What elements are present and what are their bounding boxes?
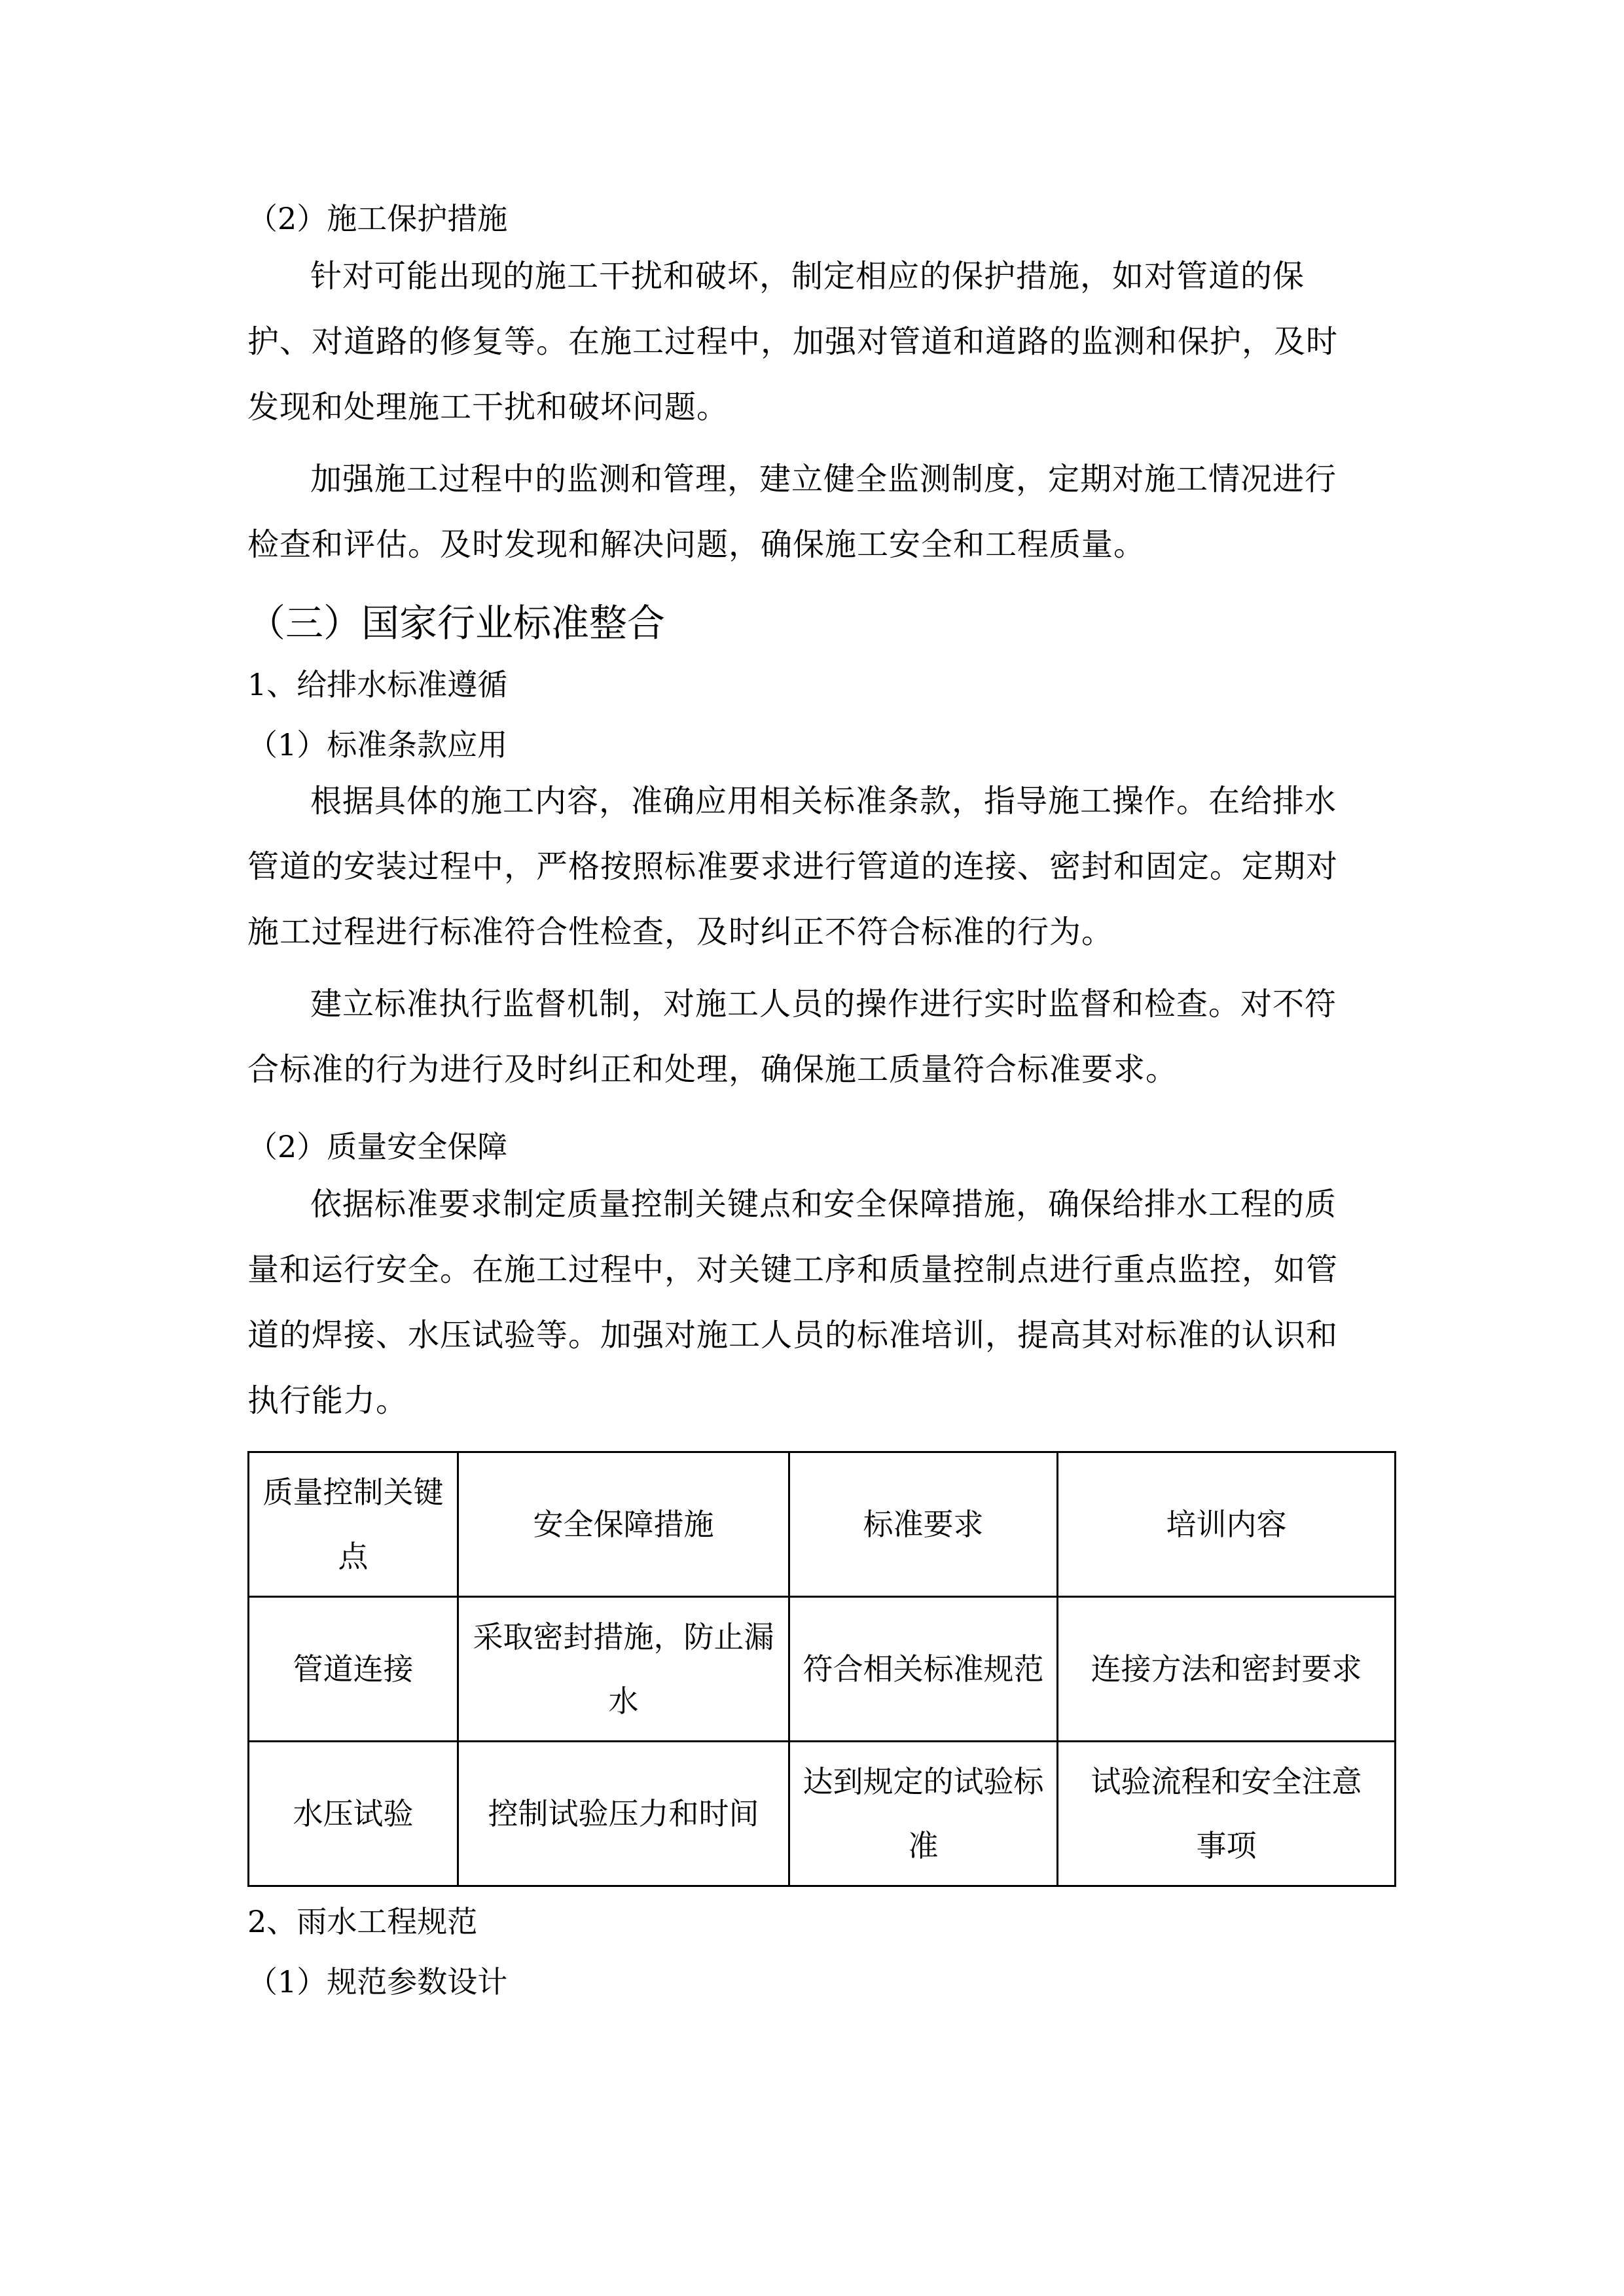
- cell-text: 标准要求: [863, 1507, 984, 1542]
- cell-text: 试验流程和安全注意: [1091, 1764, 1362, 1799]
- paragraph-line: 量和运行安全。在施工过程中，对关键工序和质量控制点进行重点监控，如管: [247, 1251, 1339, 1288]
- item-heading-quality-safety: （2）质量安全保障: [247, 1129, 508, 1164]
- paragraph-monitoring-management: [247, 446, 1394, 577]
- cell-text: 管道连接: [293, 1651, 414, 1687]
- cell-text: 安全保障措施: [533, 1507, 714, 1542]
- paragraph-line: 管道的安装过程中，严格按照标准要求进行管道的连接、密封和固定。定期对: [247, 848, 1339, 885]
- table-row: [249, 1742, 1396, 1886]
- table-cell: [249, 1742, 458, 1886]
- paragraph-line: 检查和评估。及时发现和解决问题，确保施工安全和工程质量。: [247, 526, 1146, 563]
- paragraph-line: 合标准的行为进行及时纠正和处理，确保施工质量符合标准要求。: [247, 1051, 1178, 1088]
- paragraph-quality-safety: [247, 1172, 1394, 1433]
- table-cell: [789, 1597, 1058, 1742]
- paragraph-line: 针对可能出现的施工干扰和破坏，制定相应的保护措施，如对管道的保: [310, 258, 1305, 295]
- table-header-cell: [1058, 1452, 1396, 1597]
- quality-control-table: [247, 1451, 1396, 1887]
- table-cell: [1058, 1597, 1396, 1742]
- table-header-cell: [249, 1452, 458, 1597]
- cell-text: 采取密封措施，防止漏: [473, 1619, 774, 1655]
- table-header-cell: [458, 1452, 789, 1597]
- table-cell: [458, 1742, 789, 1886]
- subsection-heading-rainwater-specs: 2、雨水工程规范: [247, 1904, 478, 1939]
- item-heading-parameter-design: （1）规范参数设计: [247, 1964, 508, 2000]
- table-cell: [458, 1597, 789, 1742]
- paragraph-line: 护、对道路的修复等。在施工过程中，加强对管道和道路的监测和保护，及时: [247, 323, 1339, 360]
- paragraph-supervision-mechanism: [247, 971, 1394, 1102]
- section-heading-national-standards: （三）国家行业标准整合: [247, 601, 666, 645]
- section-heading-construction-protection: （2）施工保护措施: [247, 201, 508, 236]
- cell-text: 培训内容: [1166, 1507, 1287, 1542]
- paragraph-line: 施工过程进行标准符合性检查，及时纠正不符合标准的行为。: [247, 914, 1114, 950]
- cell-text: 准: [908, 1828, 939, 1863]
- paragraph-line: 根据具体的施工内容，准确应用相关标准条款，指导施工操作。在给排水: [310, 783, 1337, 819]
- table-cell: [1058, 1742, 1396, 1886]
- paragraph-standard-application: [247, 768, 1394, 965]
- paragraph-protection-measures: [247, 243, 1394, 440]
- cell-text: 达到规定的试验标: [803, 1764, 1044, 1799]
- cell-text: 连接方法和密封要求: [1091, 1651, 1362, 1687]
- paragraph-line: 执行能力。: [247, 1382, 408, 1419]
- cell-text: 控制试验压力和时间: [488, 1796, 759, 1831]
- subsection-heading-water-standards: 1、给排水标准遵循: [247, 667, 508, 702]
- item-heading-standard-clauses: （1）标准条款应用: [247, 727, 508, 762]
- cell-text: 质量控制关键: [262, 1475, 444, 1510]
- cell-text: 点: [338, 1539, 369, 1574]
- cell-text: 水: [608, 1683, 639, 1719]
- cell-text: 符合相关标准规范: [803, 1651, 1044, 1687]
- cell-text: 事项: [1196, 1828, 1257, 1863]
- table-cell: [249, 1597, 458, 1742]
- paragraph-line: 依据标准要求制定质量控制关键点和安全保障措施，确保给排水工程的质: [310, 1186, 1337, 1223]
- table-header-cell: [789, 1452, 1058, 1597]
- paragraph-line: 加强施工过程中的监测和管理，建立健全监测制度，定期对施工情况进行: [310, 461, 1337, 497]
- paragraph-line: 道的焊接、水压试验等。加强对施工人员的标准培训，提高其对标准的认识和: [247, 1317, 1339, 1354]
- table-cell: [789, 1742, 1058, 1886]
- table-row: [249, 1597, 1396, 1742]
- table-header-row: [249, 1452, 1396, 1597]
- paragraph-line: 建立标准执行监督机制，对施工人员的操作进行实时监督和检查。对不符: [310, 986, 1337, 1022]
- paragraph-line: 发现和处理施工干扰和破坏问题。: [247, 389, 729, 425]
- cell-text: 水压试验: [293, 1796, 414, 1831]
